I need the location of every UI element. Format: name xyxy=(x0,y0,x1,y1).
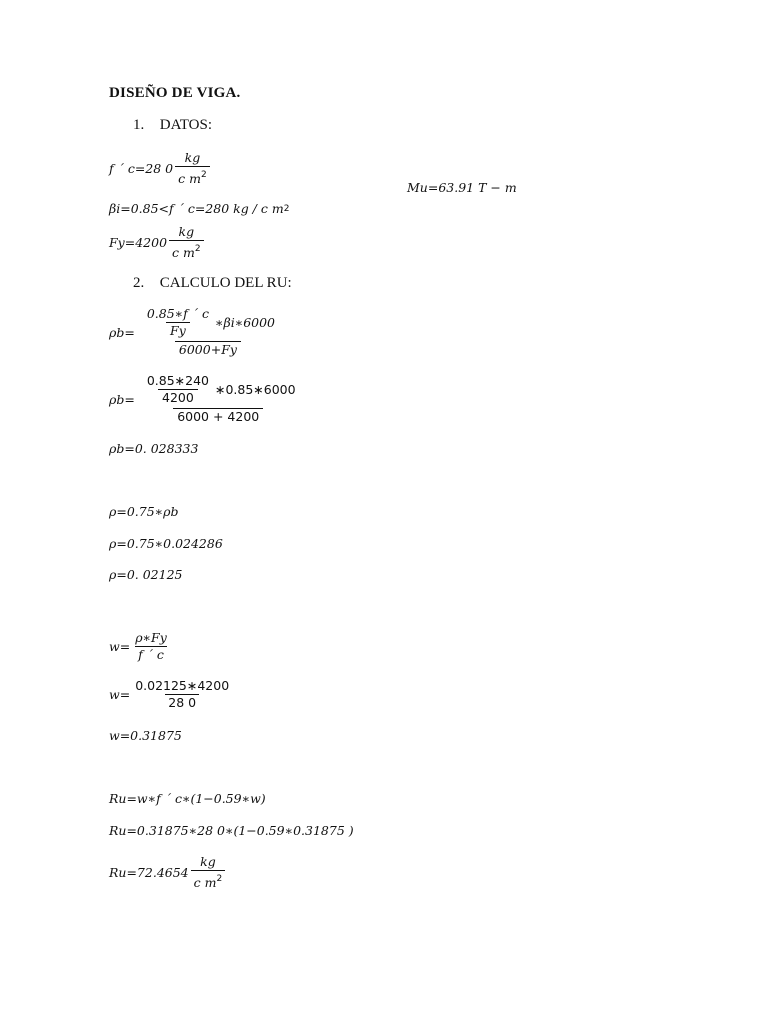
page-title: DISEÑO DE VIGA. xyxy=(109,85,241,101)
fraction-denominator: c $m^2$ xyxy=(169,240,204,261)
fraction-numerator: kg xyxy=(184,150,201,165)
fraction-numerator: kg xyxy=(178,224,195,239)
main-fraction: $\frac{\rho∗Fy}{f ´ c}$ xyxy=(135,630,167,662)
equation-beta: βi=0.85<f ´ c=280 kg / c m 2 xyxy=(109,201,290,216)
section-label: DATOS: xyxy=(159,117,212,133)
equation-ru-result: Ru=72.4654 $\frac{kg}{c m^2}$ xyxy=(109,854,227,891)
equation-ru-formula: Ru=w∗f ´ c∗(1−0.59∗w) xyxy=(109,791,266,806)
equation-fy: Fy=4200 $\frac{kg}{c m^2}$ xyxy=(109,224,206,261)
unit-fraction xyxy=(175,150,210,187)
section-number: 2. xyxy=(133,275,145,291)
unit-fraction: $\frac{kg}{c m^2}$ xyxy=(191,854,226,891)
section-number: 1. xyxy=(133,117,145,133)
equation-ru-numeric: Ru=0.31875∗28 0∗(1−0.59∗0.31875 ) xyxy=(109,823,354,838)
main-fraction: $\frac{0.85∗f ´ c}{Fy}$ ∗βi∗6000 6000+Fy xyxy=(146,306,276,357)
equation-rho-2: ρ=0.75∗0.024286 xyxy=(109,536,223,551)
equation-lhs: f ´ c=28 0 xyxy=(109,161,174,176)
section-heading-datos xyxy=(133,117,212,134)
main-fraction: $\frac{0.85∗240}{4200}$ ∗0.85∗6000 6000 + 4200 xyxy=(146,373,296,424)
fraction-denominator: c $m^2$ xyxy=(175,166,210,187)
unit-fraction xyxy=(169,224,204,261)
equation-w-numeric: w= $\frac{0.02125∗4200}{28 0}$ xyxy=(109,678,234,711)
section-label: CALCULO DEL RU: xyxy=(159,275,292,291)
equation-rho-b-result: ρb=0. 028333 xyxy=(109,441,199,456)
equation-w-formula: w= $\frac{\rho∗Fy}{f ´ c}$ xyxy=(109,630,172,663)
equation-rho-b-formula: ρb= $\frac{0.85∗f ´ c}{Fy}$ ∗βi∗6000 6000+Fy xyxy=(109,306,281,358)
section-heading-ru xyxy=(133,275,292,292)
equation-rho-1: ρ=0.75∗ρb xyxy=(109,504,179,519)
main-fraction: $\frac{0.02125∗4200}{28 0}$ xyxy=(135,678,230,710)
equation-fc xyxy=(109,150,212,187)
equation-mu: Mu=63.91 T − m xyxy=(407,180,517,195)
equation-w-result: w=0.31875 xyxy=(109,728,182,743)
equation-rho-3: ρ=0. 02125 xyxy=(109,567,183,582)
equation-rho-b-numeric: ρb= $\frac{0.85∗240}{4200}$ ∗0.85∗6000 6000 + 4200 xyxy=(109,373,302,425)
